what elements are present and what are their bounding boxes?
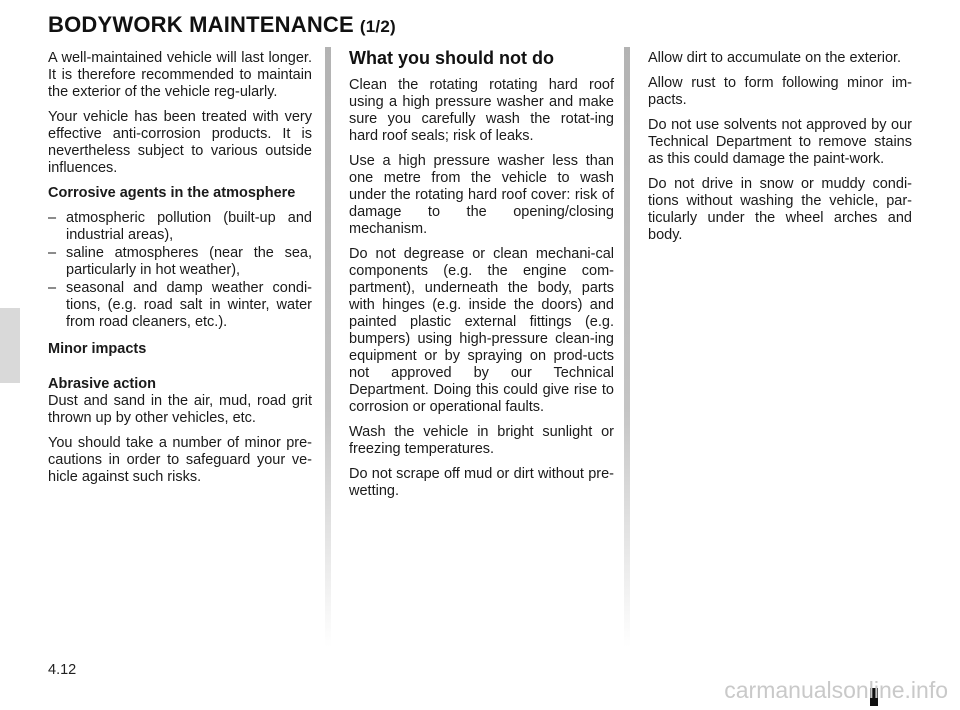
page-title	[48, 12, 396, 38]
column-left	[48, 50, 312, 494]
paragraph: Do not scrape off mud or dirt without pre-wetting.	[349, 466, 614, 499]
paragraph: Clean the rotating rotating hard roof using a high pressure washer and make sure you carefully wash the rotat-ing hard roof seals; risk of leaks.	[349, 77, 614, 144]
treatment-paragraph: Your vehicle has been treated with very effective anti-corrosion products. It is nevertheless subject to various outside influences.	[48, 109, 312, 176]
paragraph: Use a high pressure washer less than one metre from the vehicle to wash under the rotating hard roof cover: risk of damage to the opening/closing mechanism.	[349, 153, 614, 237]
column-divider-left	[325, 47, 331, 647]
paragraph: Allow rust to form following minor im-pacts.	[648, 75, 912, 108]
page-number: 4.12	[48, 662, 77, 678]
paragraph: Do not drive in snow or muddy condi-tions without washing the vehicle, par-ticularly under the wheel arches and body.	[648, 176, 912, 243]
paragraph: Allow dirt to accumulate on the exterior.	[648, 50, 902, 66]
column-right	[648, 50, 912, 252]
paragraph: Do not degrease or clean mechani-cal components (e.g. the engine com-partment), underneath the body, parts with hinges (e.g. inside the doors) and painted plastic external fittings (e.g. bumpers) using high-pressure clean-ing equipment or by spraying on prod-ucts not approved by our Technical Department. Doing this could give rise to corrosion or operational faults.	[349, 246, 614, 415]
page-title-part: (1/2)	[359, 17, 396, 36]
list-item: – seasonal and damp weather condi-tions, (e.g. road salt in winter, water from road cleaners, etc.).	[48, 280, 312, 331]
column-middle	[349, 47, 614, 508]
paragraph: Wash the vehicle in bright sunlight or freezing temperatures.	[349, 424, 614, 457]
corrosive-list	[48, 210, 312, 331]
list-item: – atmospheric pollution (built-up and industrial areas),	[48, 210, 312, 244]
section-tab	[0, 308, 20, 383]
page-title-text: BODYWORK MAINTENANCE	[48, 12, 354, 37]
column-divider-right	[624, 47, 630, 647]
abrasive-paragraph: Dust and sand in the air, mud, road grit thrown up by other vehicles, etc.	[48, 393, 312, 426]
corrosive-heading: Corrosive agents in the atmosphere	[48, 185, 296, 201]
watermark: carmanualsonline.info	[724, 677, 948, 703]
section-heading: What you should not do	[349, 48, 554, 68]
minor-impacts-heading: Minor impacts	[48, 341, 147, 357]
intro-paragraph: A well-maintained vehicle will last longer. It is therefore recommended to maintain the exterior of the vehicle reg-ularly.	[48, 50, 312, 100]
list-item: – saline atmospheres (near the sea, particularly in hot weather),	[48, 245, 312, 279]
abrasive-heading: Abrasive action	[48, 376, 156, 392]
paragraph: Do not use solvents not approved by our Technical Department to remove stains as this could damage the paint-work.	[648, 117, 912, 167]
precautions-paragraph: You should take a number of minor pre-cautions in order to safeguard your ve-hicle against such risks.	[48, 435, 312, 485]
